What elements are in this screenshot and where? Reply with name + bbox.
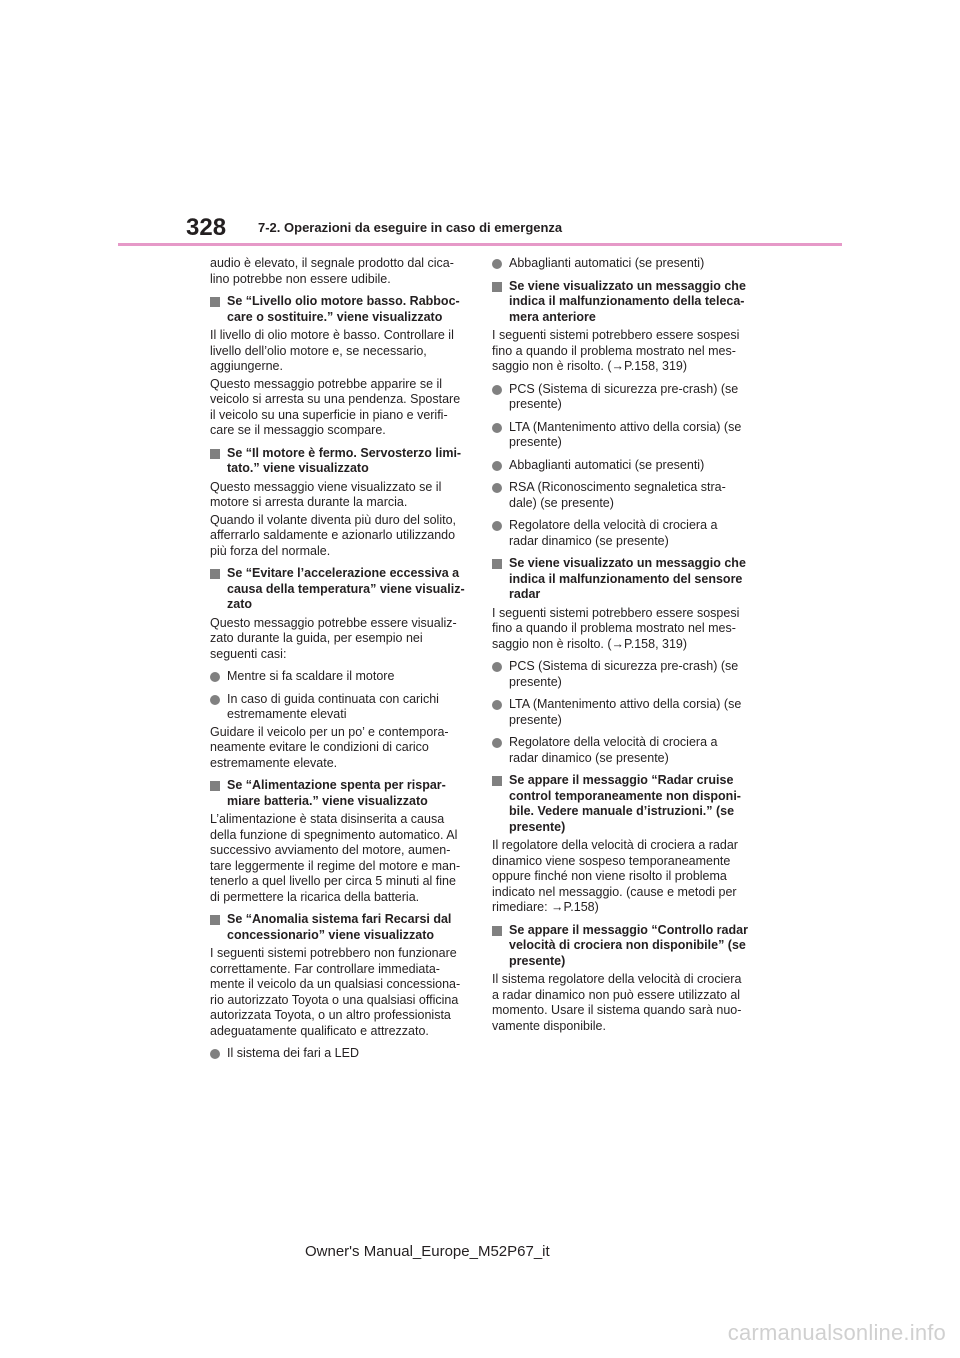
round-bullet-icon bbox=[492, 423, 502, 433]
square-bullet-icon bbox=[492, 282, 502, 292]
section-heading bbox=[492, 773, 750, 835]
paragraph bbox=[492, 838, 750, 916]
text: Se “Evitare l’accelerazione eccessiva a causa della temperatura” viene visualiz- zato bbox=[227, 566, 465, 611]
paragraph bbox=[210, 616, 468, 663]
text: Il regolatore della velocità di crociera a radar dinamico viene sospeso temporaneamente oppure finché non viene risolto il problema indicato nel messaggio. (cause e metodi per rimediare: →P.158) bbox=[492, 838, 738, 914]
square-bullet-icon bbox=[210, 449, 220, 459]
square-bullet-icon bbox=[492, 559, 502, 569]
bullet-item bbox=[210, 692, 468, 723]
square-bullet-icon bbox=[210, 569, 220, 579]
text: Questo messaggio viene visualizzato se il motore si arresta durante la marcia. bbox=[210, 479, 442, 509]
paragraph bbox=[210, 946, 468, 1039]
paragraph bbox=[492, 972, 750, 1034]
bullet-item bbox=[492, 256, 750, 272]
text: LTA (Mantenimento attivo della corsia) (se presente) bbox=[509, 697, 742, 727]
bullet-item bbox=[210, 1046, 468, 1062]
text: PCS (Sistema di sicurezza pre-crash) (se presente) bbox=[509, 381, 739, 411]
text: Questo messaggio potrebbe apparire se il veicolo si arresta su una pendenza. Spostare il veicolo su una superficie in piano e verifi- care se il messaggio scompare. bbox=[210, 376, 461, 437]
text: Se viene visualizzato un messaggio che indica il malfunzionamento del sensore radar bbox=[509, 556, 746, 601]
bullet-item bbox=[492, 518, 750, 549]
section-heading bbox=[210, 566, 468, 613]
section-heading bbox=[210, 778, 468, 809]
text: Il sistema dei fari a LED bbox=[227, 1046, 359, 1060]
round-bullet-icon bbox=[210, 1049, 220, 1059]
text: Regolatore della velocità di crociera a radar dinamico (se presente) bbox=[509, 735, 718, 765]
round-bullet-icon bbox=[492, 738, 502, 748]
watermark: carmanualsonline.info bbox=[727, 1320, 946, 1345]
square-bullet-icon bbox=[210, 915, 220, 925]
text: Se appare il messaggio “Radar cruise control temporaneamente non disponi- bile. Vedere manuale d’istruzioni.” (se presente) bbox=[509, 773, 741, 834]
paragraph bbox=[210, 256, 468, 287]
bullet-item bbox=[492, 659, 750, 690]
section-heading bbox=[210, 446, 468, 477]
text: Abbaglianti automatici (se presenti) bbox=[509, 457, 705, 472]
text: Se “Livello olio motore basso. Rabboc- care o sostituire.” viene visualizzato bbox=[227, 294, 460, 324]
text: I seguenti sistemi potrebbero essere sospesi fino a quando il problema mostrato nel mes- saggio non è risolto. (→P.158, 319) bbox=[492, 328, 740, 373]
section-title: 7-2. Operazioni da eseguire in caso di emergenza bbox=[258, 220, 563, 235]
paragraph bbox=[210, 480, 468, 511]
round-bullet-icon bbox=[492, 259, 502, 269]
paragraph bbox=[492, 328, 750, 375]
square-bullet-icon bbox=[210, 297, 220, 307]
bullet-item bbox=[492, 420, 750, 451]
paragraph bbox=[210, 328, 468, 375]
paragraph bbox=[492, 606, 750, 653]
section-heading bbox=[492, 923, 750, 970]
left-column bbox=[210, 256, 468, 1069]
paragraph bbox=[210, 725, 468, 772]
text: Questo messaggio potrebbe essere visualiz- zato durante la guida, per esempio nei seguenti casi: bbox=[210, 615, 457, 661]
square-bullet-icon bbox=[492, 776, 502, 786]
text: Il sistema regolatore della velocità di crociera a radar dinamico non può essere utilizzato al momento. Usare il sistema quando sarà nuo- vamente disponibile. bbox=[492, 972, 742, 1033]
text: Se “Alimentazione spenta per rispar- miare batteria.” viene visualizzato bbox=[227, 778, 446, 808]
text: I seguenti sistemi potrebbero non funzionare correttamente. Far controllare immediata- mente il veicolo da un qualsiasi concessiona- rio autorizzato Toyota o una qualsiasi officina autorizzata Toyota, o un altro professionista adeguatamente qualificato e attrezzato. bbox=[210, 946, 461, 1038]
paragraph bbox=[210, 377, 468, 439]
bullet-item bbox=[492, 697, 750, 728]
header-rule bbox=[118, 243, 842, 246]
section-heading bbox=[210, 294, 468, 325]
round-bullet-icon bbox=[492, 700, 502, 710]
page-number: 328 bbox=[186, 214, 227, 241]
text: In caso di guida continuata con carichi estremamente elevati bbox=[227, 691, 439, 721]
round-bullet-icon bbox=[492, 385, 502, 395]
round-bullet-icon bbox=[492, 521, 502, 531]
text: Abbaglianti automatici (se presenti) bbox=[509, 256, 705, 270]
bullet-item bbox=[492, 382, 750, 413]
round-bullet-icon bbox=[210, 672, 220, 682]
section-heading bbox=[492, 279, 750, 326]
square-bullet-icon bbox=[210, 781, 220, 791]
section-heading bbox=[492, 556, 750, 603]
square-bullet-icon bbox=[492, 926, 502, 936]
text: Il livello di olio motore è basso. Controllare il livello dell’olio motore e, se necessario, aggiungerne. bbox=[210, 328, 454, 373]
text: audio è elevato, il segnale prodotto dal cica- lino potrebbe non essere udibile. bbox=[210, 256, 454, 286]
text: PCS (Sistema di sicurezza pre-crash) (se presente) bbox=[509, 659, 739, 689]
paragraph bbox=[210, 812, 468, 905]
text: Se “Anomalia sistema fari Recarsi dal concessionario” viene visualizzato bbox=[227, 912, 452, 942]
text: Regolatore della velocità di crociera a radar dinamico (se presente) bbox=[509, 518, 718, 548]
bullet-item bbox=[492, 480, 750, 511]
text: Mentre si fa scaldare il motore bbox=[227, 669, 395, 683]
text: LTA (Mantenimento attivo della corsia) (se presente) bbox=[509, 419, 742, 449]
round-bullet-icon bbox=[492, 461, 502, 471]
bullet-item bbox=[492, 735, 750, 766]
text: Se viene visualizzato un messaggio che indica il malfunzionamento della teleca- mera anteriore bbox=[509, 278, 746, 324]
text: Se appare il messaggio “Controllo radar velocità di crociera non disponibile” (se presente) bbox=[509, 922, 748, 968]
bullet-item bbox=[492, 458, 750, 474]
round-bullet-icon bbox=[492, 662, 502, 672]
section-heading bbox=[210, 912, 468, 943]
text: Guidare il veicolo per un po’ e contempora- neamente evitare le condizioni di carico estremamente elevate. bbox=[210, 724, 449, 770]
round-bullet-icon bbox=[492, 483, 502, 493]
bullet-item bbox=[210, 669, 468, 685]
text: L’alimentazione è stata disinserita a causa della funzione di spegnimento automatico. Al successivo avviamento del motore, aumen- tare leggermente il regime del motore e man- tenerlo a quel livello per circa 5 minuti al fine di permettere la ricarica della batteria. bbox=[210, 812, 461, 904]
paragraph bbox=[210, 513, 468, 560]
text: I seguenti sistemi potrebbero essere sospesi fino a quando il problema mostrato nel mes- saggio non è risolto. (→P.158, 319) bbox=[492, 605, 740, 651]
right-column bbox=[492, 256, 750, 1041]
text: Se “Il motore è fermo. Servosterzo limi- tato.” viene visualizzato bbox=[227, 445, 462, 475]
footer-manual-name: Owner's Manual_Europe_M52P67_it bbox=[305, 1243, 550, 1260]
text: RSA (Riconoscimento segnaletica stra- dale) (se presente) bbox=[509, 480, 726, 510]
text: Quando il volante diventa più duro del solito, afferrarlo saldamente e azionarlo utilizzando più forza del normale. bbox=[210, 512, 456, 558]
round-bullet-icon bbox=[210, 695, 220, 705]
